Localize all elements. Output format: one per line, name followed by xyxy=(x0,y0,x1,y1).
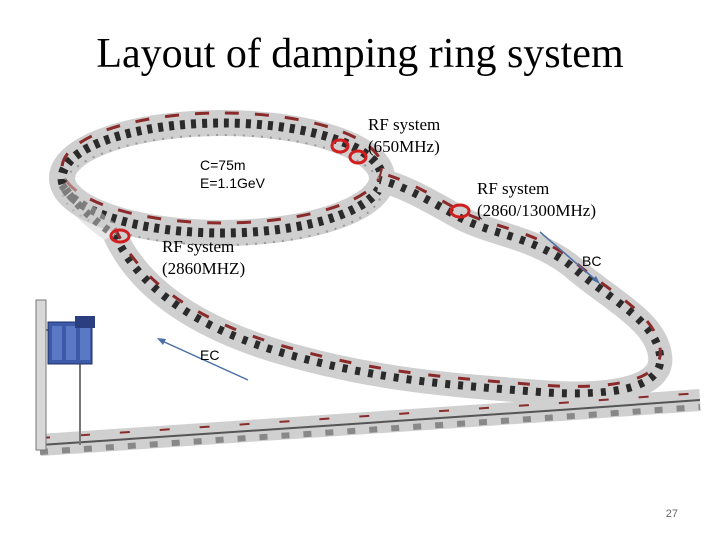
ring-circumference-label: C=75m xyxy=(200,157,246,173)
rf-2860-label-line2: (2860MHZ) xyxy=(162,259,246,278)
equipment-tower xyxy=(36,300,95,450)
slide-title: Layout of damping ring system xyxy=(96,31,624,77)
ec-label: EC xyxy=(200,347,220,363)
bc-label: BC xyxy=(582,253,602,269)
linac-beamline xyxy=(40,393,700,452)
page-number: 27 xyxy=(665,508,678,520)
rf-2860-1300-label-line1: RF system xyxy=(477,179,550,198)
rf-650-label-line2: (650MHz) xyxy=(368,137,440,156)
rf-2860-1300-label-line2: (2860/1300MHz) xyxy=(477,201,596,220)
rf-650-label-line1: RF system xyxy=(368,115,441,134)
ring-energy-label: E=1.1GeV xyxy=(200,175,265,191)
rf-2860-label-line1: RF system xyxy=(162,237,235,256)
